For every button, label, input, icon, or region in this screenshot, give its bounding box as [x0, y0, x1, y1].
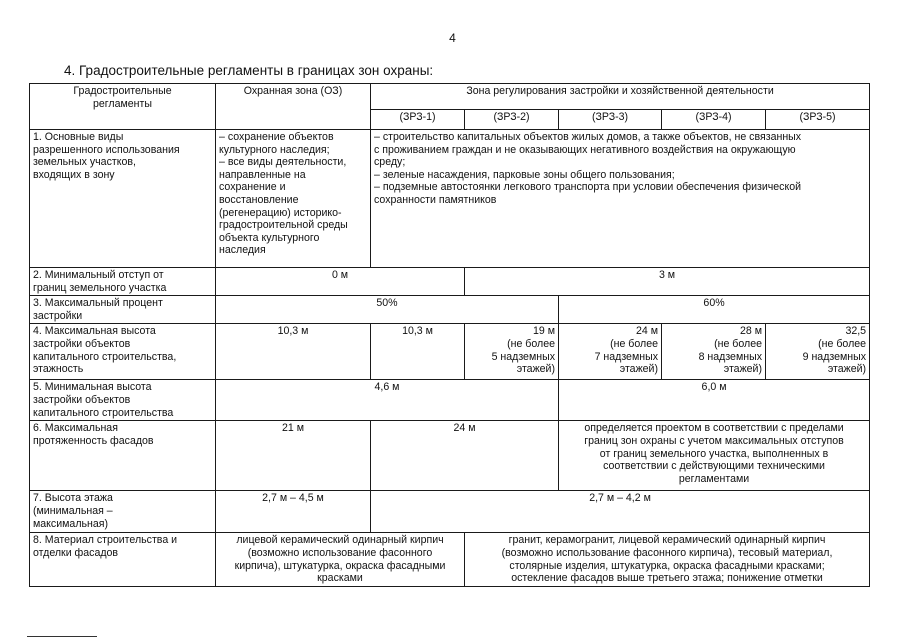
table-row: [30, 533, 870, 587]
header-zrz-4: (ЗРЗ-4): [662, 110, 766, 130]
header-zrz: Зона регулирования застройки и хозяйственной деятельности: [371, 84, 870, 110]
text-line: восстановление: [219, 193, 299, 206]
text-line: границ земельного участка: [33, 281, 167, 294]
footer-rule: [27, 636, 97, 637]
row-label: [30, 130, 216, 268]
row3-value-2: 60%: [559, 296, 870, 324]
row4-zrz-2: [465, 324, 559, 380]
row4-zrz-3: [559, 324, 662, 380]
text-line: сохранности памятников: [374, 193, 497, 206]
text-line: 9 надземных: [802, 350, 867, 363]
header-reglament: [30, 84, 216, 130]
row4-zrz-1: 10,3 м: [371, 324, 465, 380]
text-line: капитального строительства: [33, 406, 174, 419]
text-line: 4. Максимальная высота: [33, 325, 156, 338]
text-line: этажность: [33, 363, 84, 376]
text-line: сохранение и: [219, 181, 286, 194]
text-line: – зеленые насаждения, парковые зоны общего пользования;: [374, 168, 675, 181]
text-line: – сохранение объектов: [219, 131, 334, 143]
text-line: определяется проектом в соответствии с пределами: [584, 422, 844, 435]
text-line: кирпича), штукатурка, окраска фасадными: [234, 559, 446, 572]
section-heading: 4. Градостроительные регламенты в границах зон охраны:: [64, 63, 434, 78]
row-label: [30, 296, 216, 324]
text-line: регламенты: [93, 97, 152, 110]
table-row: [30, 491, 870, 533]
text-line: 8 надземных: [698, 350, 762, 363]
row6-oz: 21 м: [216, 421, 371, 491]
text-line: (возможно использование фасонного: [247, 546, 433, 559]
header-zrz-3: (ЗРЗ-3): [559, 110, 662, 130]
page-number: 4: [449, 31, 456, 45]
table-row: [30, 268, 870, 296]
row3-value-1: 50%: [216, 296, 559, 324]
text-line: 7. Высота этажа: [33, 492, 113, 505]
text-line: с проживанием граждан и не оказывающих негативного воздействия на окружающую: [374, 143, 796, 156]
text-line: застройки объектов: [33, 393, 131, 406]
row8-value-1: [216, 533, 465, 587]
text-line: остекление фасадов выше третьего этажа; понижение отметки: [511, 572, 823, 585]
text-line: отделки фасадов: [33, 546, 119, 559]
text-line: 32,5: [845, 325, 867, 338]
text-line: объекта культурного: [219, 231, 320, 244]
header-zrz-5: (ЗРЗ-5): [766, 110, 870, 130]
text-line: (регенерацию) историко-: [219, 206, 342, 219]
text-line: гранит, керамогранит, лицевой керамический одинарный кирпич: [508, 534, 826, 547]
row1-oz-cell: [216, 130, 371, 268]
text-line: среду;: [374, 156, 406, 169]
row-label: [30, 268, 216, 296]
row8-value-2: [465, 533, 870, 587]
text-line: регламентами: [678, 472, 750, 485]
text-line: протяженность фасадов: [33, 434, 154, 447]
row5-value-1: 4,6 м: [216, 380, 559, 421]
text-line: 28 м: [739, 325, 762, 338]
row-label: [30, 421, 216, 491]
header-oz: Охранная зона (ОЗ): [216, 84, 371, 130]
text-line: соответствии с действующими техническими: [603, 460, 825, 473]
text-line: – все виды деятельности,: [219, 156, 347, 169]
text-line: застройки: [33, 309, 83, 322]
text-line: (не более: [714, 337, 762, 350]
row7-oz: 2,7 м – 4,5 м: [216, 491, 371, 533]
text-line: (не более: [818, 337, 867, 350]
text-line: этажей): [827, 363, 867, 376]
text-line: 19 м: [532, 325, 555, 338]
text-line: разрешенного использования: [33, 143, 180, 156]
row2-value-1: 0 м: [216, 268, 465, 296]
row5-value-2: 6,0 м: [559, 380, 870, 421]
text-line: 24 м: [635, 325, 658, 338]
row-label: [30, 324, 216, 380]
row6-zrz-3-5: [559, 421, 870, 491]
text-line: культурного наследия;: [219, 143, 330, 156]
text-line: красками: [317, 572, 363, 585]
text-line: градостроительной среды: [219, 219, 348, 232]
row6-zrz-1-2: 24 м: [371, 421, 559, 491]
text-line: 6. Максимальная: [33, 422, 118, 435]
text-line: 7 надземных: [594, 350, 658, 363]
text-line: этажей): [723, 363, 762, 376]
text-line: 5. Минимальная высота: [33, 381, 152, 394]
text-line: (не более: [610, 337, 658, 350]
text-line: 1. Основные виды: [33, 131, 124, 143]
text-line: – подземные автостоянки легкового транспорта при условии обеспечения физической: [374, 181, 802, 194]
row7-zrz: 2,7 м – 4,2 м: [371, 491, 870, 533]
text-line: (не более: [507, 337, 555, 350]
text-line: границ зон охраны с учетом максимальных отступов: [584, 434, 844, 447]
regulations-table: [29, 83, 870, 587]
row2-value-2: 3 м: [465, 268, 870, 296]
text-line: максимальная): [33, 517, 109, 530]
text-line: капитального строительства,: [33, 350, 177, 363]
text-line: лицевой керамический одинарный кирпич: [236, 534, 444, 547]
header-zrz-2: (ЗРЗ-2): [465, 110, 559, 130]
row1-zrz-cell: [371, 130, 870, 268]
text-line: 8. Материал строительства и: [33, 534, 178, 547]
row-label: [30, 380, 216, 421]
table-row: [30, 324, 870, 380]
text-line: наследия: [219, 244, 266, 257]
row4-oz: 10,3 м: [216, 324, 371, 380]
text-line: 5 надземных: [491, 350, 555, 363]
row4-zrz-5: [766, 324, 870, 380]
text-line: направленные на: [219, 168, 306, 181]
text-line: этажей): [516, 363, 555, 376]
text-line: 2. Минимальный отступ от: [33, 269, 164, 281]
header-zrz-1: (ЗРЗ-1): [371, 110, 465, 130]
text-line: застройки объектов: [33, 337, 131, 350]
text-line: входящих в зону: [33, 168, 115, 181]
text-line: этажей): [619, 363, 658, 376]
text-line: – строительство капитальных объектов жилых домов, а также объектов, не связанных: [374, 131, 802, 143]
table-row: [30, 296, 870, 324]
text-line: (возможно использование фасонного кирпича), тесовый материал,: [501, 546, 833, 559]
text-line: 3. Максимальный процент: [33, 297, 163, 310]
row-label: [30, 533, 216, 587]
row4-zrz-4: [662, 324, 766, 380]
table-row: [30, 380, 870, 421]
text-line: земельных участков,: [33, 156, 136, 169]
table-row: [30, 421, 870, 491]
table-row: [30, 130, 870, 268]
text-line: (минимальная –: [33, 504, 113, 517]
text-line: Градостроительные: [73, 85, 172, 97]
row-label: [30, 491, 216, 533]
text-line: от границ земельного участка, выполненных в: [599, 447, 829, 460]
text-line: столярные изделия, штукатурка, окраска фасадными красками;: [509, 559, 825, 572]
